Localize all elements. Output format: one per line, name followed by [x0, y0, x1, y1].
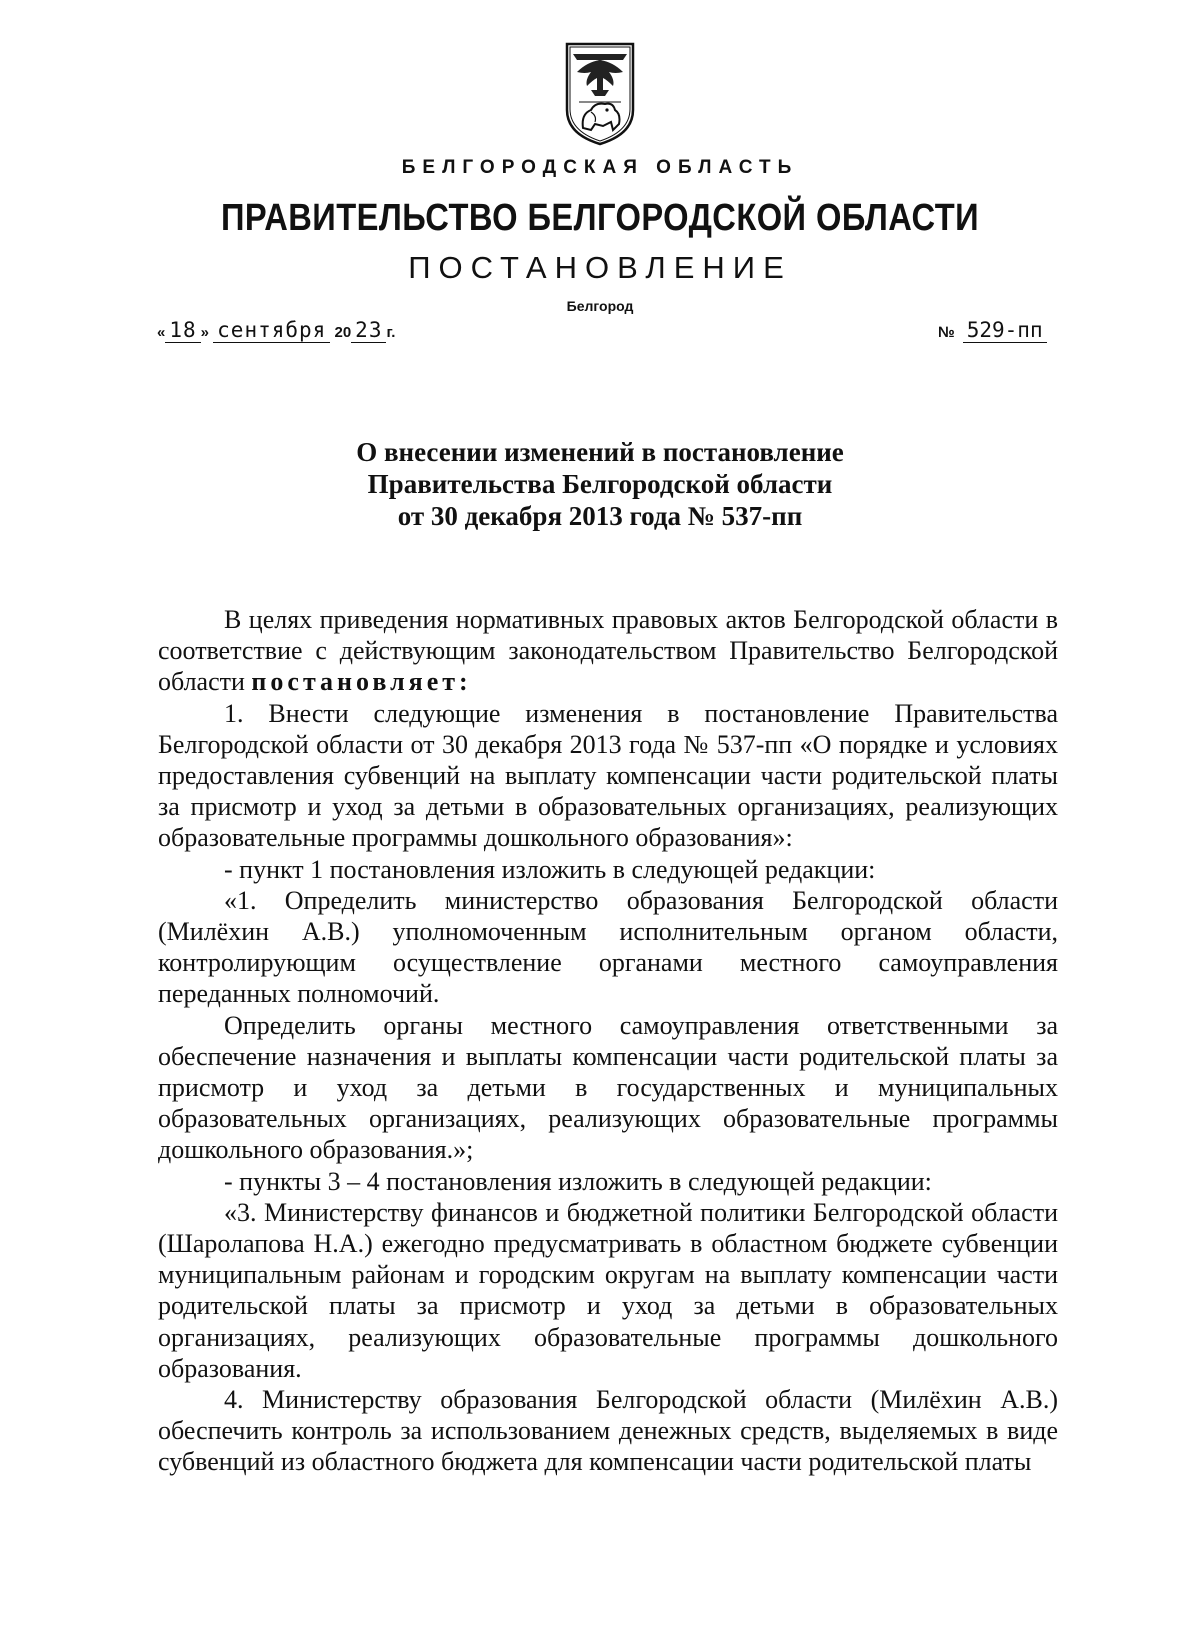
date-open-quote: « [157, 324, 166, 341]
date-year-suffix: 23 [351, 318, 386, 343]
region-name: БЕЛГОРОДСКАЯ ОБЛАСТЬ [401, 157, 799, 178]
body-paragraph: «1. Определить министерство образования Белгородской области (Милёхин А.В.) уполномоченным исполнительным органом области, контролирующим осуществление органами местного самоуправления переданных полномочий. [158, 885, 1058, 1009]
document-title [0, 436, 1200, 532]
body-paragraph: 1. Внести следующие изменения в постановление Правительства Белгородской области от 30 декабря 2013 года № 537-пп «О порядке и условиях предоставления субвенций на выплату компенсации части родительской платы за присмотр и уход за детьми в образовательных организациях, реализующих образовательные программы дошкольного образования»: [158, 698, 1058, 853]
government-name: ПРАВИТЕЛЬСТВО БЕЛГОРОДСКОЙ ОБЛАСТИ [220, 197, 980, 239]
document-type: ПОСТАНОВЛЕНИЕ [408, 250, 792, 285]
title-line: О внесении изменений в постановление [356, 437, 844, 467]
paragraph-text: В целях приведения нормативных правовых актов Белгородской области в соответствие с действующим законодательством Правительство Белгородской области [158, 605, 1058, 697]
coat-of-arms-icon [561, 40, 639, 148]
body-paragraph: «3. Министерству финансов и бюджетной политики Белгородской области (Шаролапова Н.А.) ежегодно предусматривать в областном бюджете субвенции муниципальным районам и городским округам на выплату компенсации части родительской платы за присмотр и уход за детьми в образовательных организациях, реализующих образовательные программы дошкольного образования. [158, 1197, 1058, 1383]
body-paragraph [158, 604, 1058, 698]
number-label: № [938, 324, 955, 341]
title-line: Правительства Белгородской области [367, 469, 833, 499]
title-line: от 30 декабря 2013 года № 537-пп [397, 501, 803, 531]
document-number [938, 318, 1047, 342]
body-paragraph: - пункт 1 постановления изложить в следующей редакции: [224, 854, 876, 884]
resolves-word: постановляет: [251, 667, 472, 697]
date-year-abbr: г. [386, 324, 396, 341]
date-day: 18 [165, 318, 200, 343]
body-paragraph: - пункты 3 – 4 постановления изложить в следующей редакции: [224, 1166, 932, 1196]
body-paragraph: Определить органы местного самоуправления ответственными за обеспечение назначения и выплаты компенсации части родительской платы за присмотр и уход за детьми в государственных и муниципальных образовательных организациях, реализующих образовательные программы дошкольного образования.»; [158, 1010, 1058, 1165]
city-name: Белгород [566, 298, 634, 314]
date-month: сентября [213, 318, 330, 343]
document-body [158, 604, 1058, 1478]
date-close-quote: » [200, 324, 209, 341]
document-date [157, 318, 395, 342]
date-year-prefix: 20 [334, 324, 352, 341]
body-paragraph: 4. Министерству образования Белгородской области (Милёхин А.В.) обеспечить контроль за использованием денежных средств, выделяемых в виде субвенций из областного бюджета для компенсации части родительской платы [158, 1385, 1058, 1477]
number-value: 529-пп [963, 318, 1047, 343]
